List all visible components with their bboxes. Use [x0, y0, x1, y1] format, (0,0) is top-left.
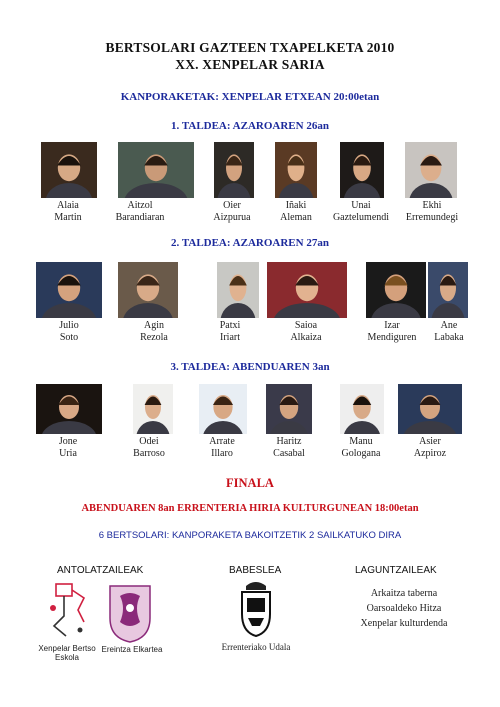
bertsolari-photo	[217, 262, 259, 318]
bertsolari-name	[24, 320, 114, 344]
collaborator-3: Xenpelar kulturdenda	[360, 618, 448, 629]
bertsolari-name	[261, 320, 351, 344]
group-2-heading: 2. TALDEA: AZAROAREN 27an	[171, 237, 329, 249]
bertsolari-card	[340, 384, 384, 436]
last-name: Alkaiza	[290, 332, 322, 343]
last-name: Rezola	[140, 332, 168, 343]
final-detail: ABENDUAREN 8an ERRENTERIA HIRIA KULTURGUNEAN 18:00etan	[81, 503, 419, 514]
last-name: Gaztelumendi	[332, 212, 390, 223]
last-name: Barroso	[133, 448, 165, 459]
last-name: Aleman	[280, 212, 312, 223]
bertsolari-photo	[118, 262, 178, 318]
bertsolari-card	[267, 262, 347, 320]
bertsolari-card	[36, 262, 102, 320]
bertsolari-photo	[266, 384, 312, 434]
final-label: FINALA	[226, 476, 274, 490]
xenpelar-logo	[44, 580, 94, 648]
organizer-2-name: Ereintza Elkartea	[101, 645, 163, 654]
sponsor-name: Errenteriako Udala	[221, 642, 291, 652]
last-name: Soto	[59, 332, 79, 343]
bertsolari-card	[133, 384, 173, 436]
poster-subtitle: XX. XENPELAR SARIA	[175, 57, 325, 72]
group-1-row	[0, 142, 500, 232]
organizers-heading: ANTOLATZAILEAK	[57, 565, 144, 576]
bertsolari-card	[366, 262, 426, 320]
bertsolari-card	[199, 384, 247, 436]
sponsor-heading: BABESLEA	[229, 565, 282, 576]
bertsolari-card	[36, 384, 102, 436]
bertsolari-card	[340, 142, 384, 200]
bertsolari-photo	[41, 142, 97, 198]
bertsolari-photo	[133, 384, 173, 434]
last-name: Casabal	[273, 448, 305, 459]
group-1-heading: 1. TALDEA: AZAROAREN 26an	[171, 120, 329, 132]
first-name: Manu	[349, 436, 373, 447]
first-name: Oier	[223, 200, 241, 211]
errenteria-coat-of-arms	[238, 578, 274, 638]
last-name: Labaka	[434, 332, 464, 343]
bertsolari-photo	[267, 262, 347, 318]
first-name: Saioa	[294, 320, 318, 331]
collaborators-heading: LAGUNTZAILEAK	[355, 565, 437, 576]
bertsolari-photo	[340, 142, 384, 198]
group-3-row	[0, 384, 500, 466]
bertsolari-card	[428, 262, 468, 320]
last-name: Martin	[54, 212, 82, 223]
bertsolari-photo	[428, 262, 468, 318]
collaborator-1: Arkaitza taberna	[370, 588, 438, 599]
bertsolari-name	[385, 436, 475, 460]
qualifiers-info: KANPORAKETAK: XENPELAR ETXEAN 20:00etan	[120, 91, 380, 103]
first-name: Iñaki	[285, 200, 307, 211]
first-name: Haritz	[276, 436, 302, 447]
bertsolari-card	[118, 142, 194, 200]
first-name: Julio	[59, 320, 79, 331]
first-name: Arrate	[209, 436, 235, 447]
first-name: Izar	[384, 320, 400, 331]
last-name: Aizpurua	[213, 212, 251, 223]
first-name: Alaia	[57, 200, 79, 211]
bertsolari-name	[23, 436, 113, 460]
bertsolari-card	[405, 142, 457, 200]
last-name: Erremundegi	[405, 212, 459, 223]
last-name: Uria	[59, 448, 77, 459]
last-name: Iriart	[220, 332, 240, 343]
first-name: Agin	[144, 320, 164, 331]
first-name: Asier	[419, 436, 441, 447]
first-name: Patxi	[219, 320, 241, 331]
bertsolari-name	[95, 200, 185, 224]
group-3-heading: 3. TALDEA: ABENDUAREN 3an	[170, 361, 330, 373]
last-name: Barandiaran	[115, 212, 165, 223]
bertsolari-photo	[36, 384, 102, 434]
bertsolari-card	[398, 384, 462, 436]
bertsolari-card	[41, 142, 97, 200]
final-note: 6 BERTSOLARI: KANPORAKETA BAKOITZETIK 2 SAILKATUKO DIRA	[98, 530, 402, 541]
bertsolari-card	[214, 142, 254, 200]
collaborator-2: Oarsoaldeko Hitza	[366, 603, 442, 614]
ereintza-logo	[104, 582, 156, 644]
first-name: Aitzol	[127, 200, 153, 211]
bertsolari-name	[404, 320, 494, 344]
poster-title: BERTSOLARI GAZTEEN TXAPELKETA 2010	[105, 40, 395, 55]
bertsolari-card	[118, 262, 178, 320]
bertsolari-card	[275, 142, 317, 200]
bertsolari-photo	[398, 384, 462, 434]
last-name: Azpiroz	[413, 448, 447, 459]
first-name: Ane	[440, 320, 458, 331]
last-name: Gologana	[341, 448, 381, 459]
first-name: Jone	[58, 436, 78, 447]
bertsolari-name	[387, 200, 477, 224]
first-name: Odei	[139, 436, 159, 447]
organizer-1-name: Xenpelar Bertso Eskola	[38, 644, 96, 662]
bertsolari-photo	[199, 384, 247, 434]
bertsolari-photo	[118, 142, 194, 198]
bertsolari-photo	[366, 262, 426, 318]
bertsolari-card	[266, 384, 312, 436]
first-name: Unai	[351, 200, 371, 211]
last-name: Illaro	[211, 448, 233, 459]
bertsolari-photo	[340, 384, 384, 434]
bertsolari-photo	[405, 142, 457, 198]
first-name: Ekhi	[422, 200, 442, 211]
bertsolari-card	[217, 262, 259, 320]
bertsolari-photo	[36, 262, 102, 318]
last-name: Mendiguren	[367, 332, 417, 343]
bertsolari-photo	[275, 142, 317, 198]
group-2-row	[0, 262, 500, 354]
bertsolari-photo	[214, 142, 254, 198]
